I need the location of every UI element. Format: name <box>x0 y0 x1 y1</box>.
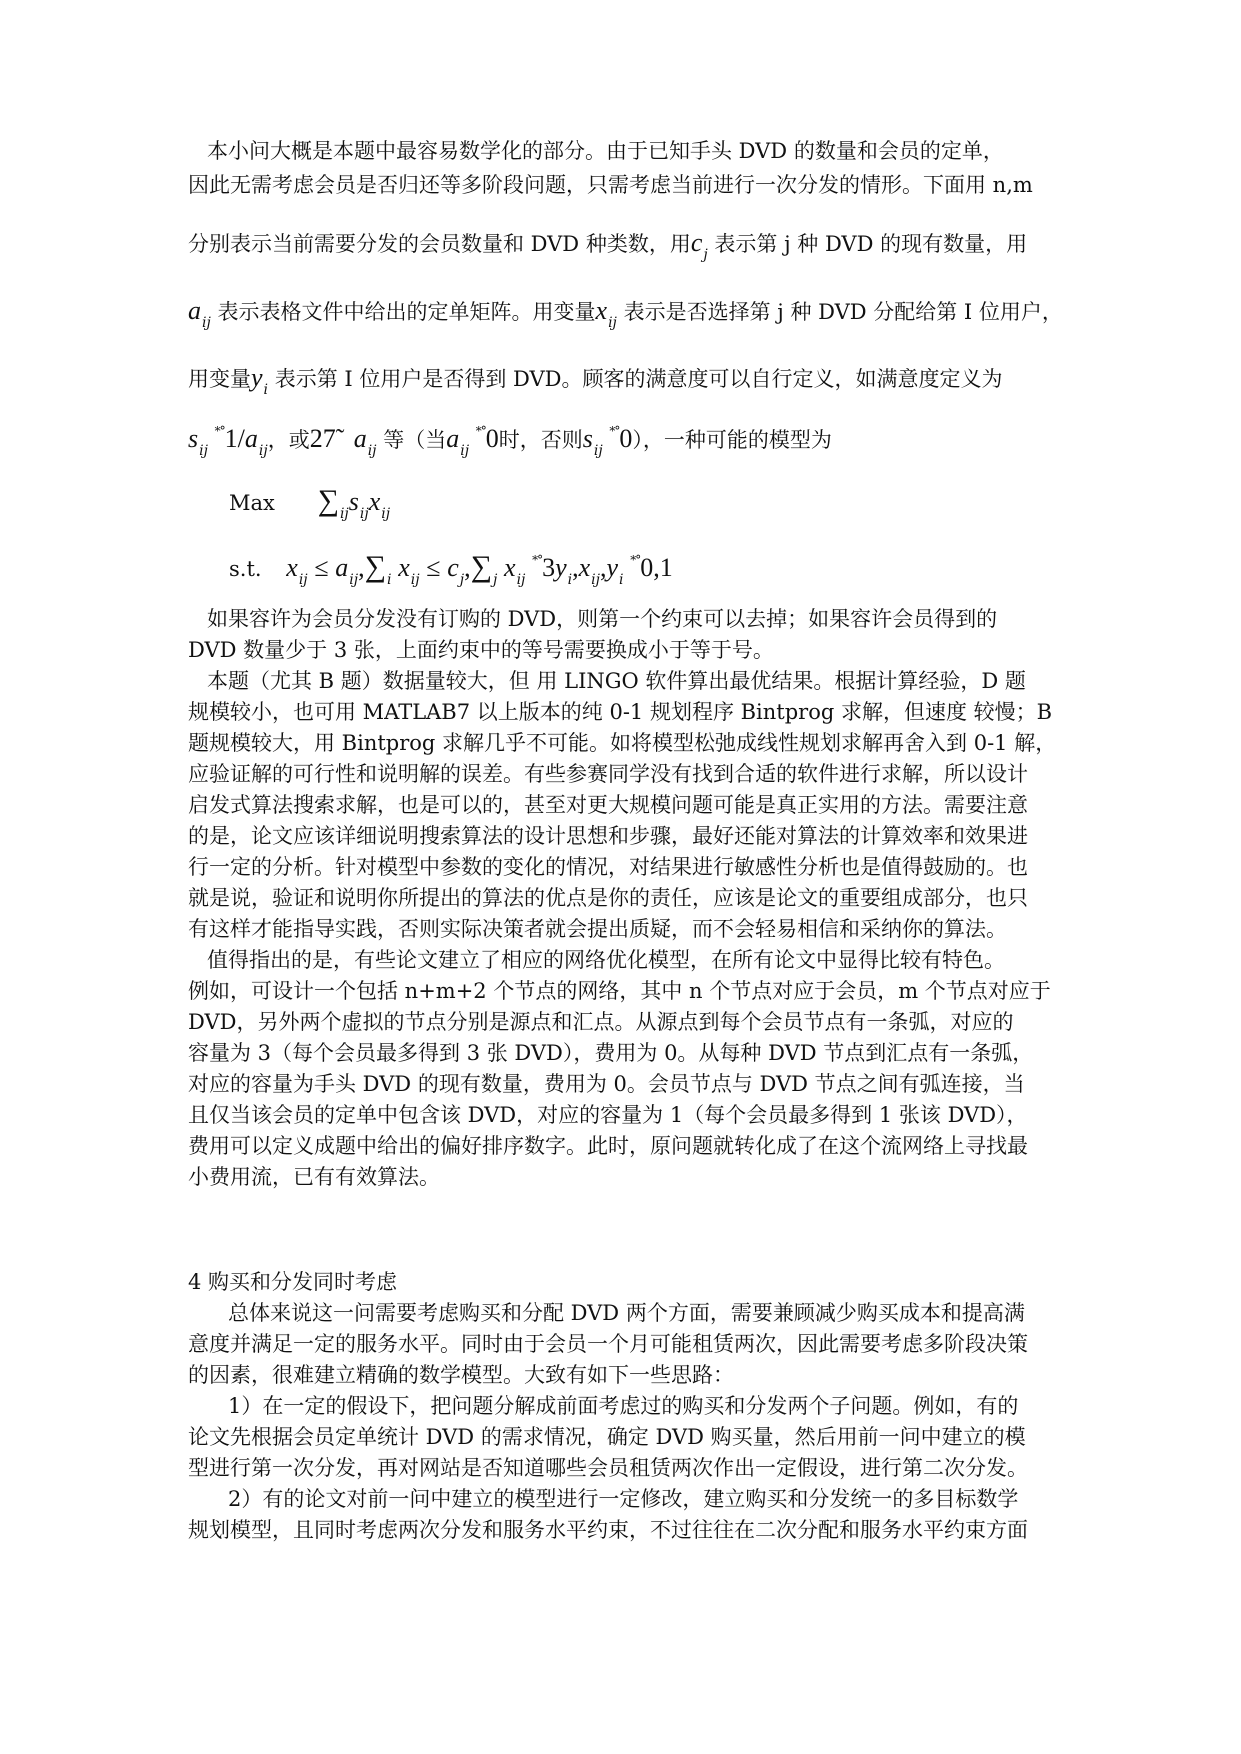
paragraph-line: 的是，论文应该详细说明搜索算法的设计思想和步骤，最好还能对算法的计算效率和效果进 <box>188 824 1028 848</box>
paragraph-line: 的因素，很难建立精确的数学模型。大致有如下一些思路： <box>188 1363 734 1387</box>
paragraph-line: 论文先根据会员定单统计 DVD 的需求情况，确定 DVD 购买量，然后用前一问中建立的模 <box>188 1425 1026 1449</box>
paragraph-line: 启发式算法搜索求解，也是可以的，甚至对更大规模问题可能是真正实用的方法。需要注意 <box>188 793 1028 817</box>
math-var-c: c <box>690 228 703 257</box>
paragraph-line: 因此无需考虑会员是否归还等多阶段问题，只需考虑当前进行一次分发的情形。下面用 n,m <box>188 173 1033 197</box>
formula-objective: Max $\sum_{ij}s_{ij}x_{ij}$ <box>229 484 391 522</box>
paragraph-line: 对应的容量为手头 DVD 的现有数量，费用为 0。会员节点与 DVD 节点之间有弧连接，当 <box>188 1072 1025 1096</box>
paragraph-line: 费用可以定义成题中给出的偏好排序数字。此时，原问题就转化成了在这个流网络上寻找最 <box>188 1134 1028 1158</box>
paragraph-line: 例如，可设计一个包括 n+m+2 个节点的网络，其中 n 个节点对应于会员，m 个节点对应于 <box>188 979 1051 1003</box>
paragraph-line: 本题（尤其 B 题）数据量较大，但 用 LINGO 软件算出最优结果。根据计算经验，D 题 <box>207 669 1026 693</box>
paragraph-line-with-math: 用变量$y_i$ 表示第 I 位用户是否得到 DVD。顾客的满意度可以自行定义，如满意度定义为 <box>188 363 1003 398</box>
paragraph-line: 2）有的论文对前一问中建立的模型进行一定修改，建立购买和分发统一的多目标数学 <box>228 1487 1019 1511</box>
paragraph-line: 如果容许为会员分发没有订购的 DVD，则第一个约束可以去掉；如果容许会员得到的 <box>207 607 998 631</box>
section-heading: 4 购买和分发同时考虑 <box>188 1270 398 1294</box>
paragraph-line: 规模较小，也可用 MATLAB7 以上版本的纯 0-1 规划程序 Bintprog 求解，但速度 较慢；B <box>188 700 1053 724</box>
math-sub-j: j <box>703 247 708 263</box>
paragraph-line-with-math: $a_{ij}$ 表示表格文件中给出的定单矩阵。用变量$x_{ij}$ 表示是否选择第 j 种 DVD 分配给第 I 位用户， <box>188 296 1063 331</box>
paragraph-line: 总体来说这一问需要考虑购买和分配 DVD 两个方面，需要兼顾减少购买成本和提高满 <box>228 1301 1025 1325</box>
paragraph-line: 值得指出的是，有些论文建立了相应的网络优化模型，在所有论文中显得比较有特色。 <box>207 948 1005 972</box>
formula-satisfaction: $s_{ij}$ $^{*^\circ}1/a_{ij}$，或27̃ $a_{ij}$ 等（当$a_{ij}$ *°0时，否则$s_{ij}$ *°0），一种可能的模型为 <box>188 424 832 459</box>
paragraph-line-with-math: 分别表示当前需要分发的会员数量和 DVD 种类数，用$c_j$ 表示第 j 种 DVD 的现有数量，用 <box>188 228 1028 263</box>
paragraph-line: 题规模较大，用 Bintprog 求解几乎不可能。如将模型松弛成线性规划求解再舍入到 0-1 解， <box>188 731 1057 755</box>
paragraph-line: 有这样才能指导实践，否则实际决策者就会提出质疑，而不会轻易相信和采纳你的算法。 <box>188 917 1007 941</box>
paragraph-line: 规划模型，且同时考虑两次分发和服务水平约束，不过往往在二次分配和服务水平约束方面 <box>188 1518 1028 1542</box>
paragraph-line: 小费用流，已有有效算法。 <box>188 1165 440 1189</box>
paragraph-line: 应验证解的可行性和说明解的误差。有些参赛同学没有找到合适的软件进行求解，所以设计 <box>188 762 1028 786</box>
paragraph-line: 本小问大概是本题中最容易数学化的部分。由于已知手头 DVD 的数量和会员的定单， <box>207 139 1004 163</box>
paragraph-line: DVD，另外两个虚拟的节点分别是源点和汇点。从源点到每个会员节点有一条弧，对应的 <box>188 1010 1014 1034</box>
paragraph-line: 意度并满足一定的服务水平。同时由于会员一个月可能租赁两次，因此需要考虑多阶段决策 <box>188 1332 1028 1356</box>
paragraph-line: 行一定的分析。针对模型中参数的变化的情况，对结果进行敏感性分析也是值得鼓励的。也 <box>188 855 1028 879</box>
paragraph-line: DVD 数量少于 3 张，上面约束中的等号需要换成小于等于号。 <box>188 638 774 662</box>
paragraph-line: 容量为 3（每个会员最多得到 3 张 DVD），费用为 0。从每种 DVD 节点到汇点有一条弧， <box>188 1041 1034 1065</box>
paragraph-line: 型进行第一次分发，再对网站是否知道哪些会员租赁两次作出一定假设，进行第二次分发。 <box>188 1456 1028 1480</box>
formula-constraints: s.t. $x_{ij} \le a_{ij},\sum_i$ $x_{ij} \le c_j,\sum_j$ $x_{ij}$ $^{*^\circ}3y_i,x_{ij},y_i$ *°0,1 <box>229 550 673 588</box>
paragraph-line: 且仅当该会员的定单中包含该 DVD，对应的容量为 1（每个会员最多得到 1 张该 DVD）， <box>188 1103 1028 1127</box>
paragraph-line: 1）在一定的假设下，把问题分解成前面考虑过的购买和分发两个子问题。例如，有的 <box>228 1394 1019 1418</box>
paragraph-line: 就是说，验证和说明你所提出的算法的优点是你的责任，应该是论文的重要组成部分，也只 <box>188 886 1028 910</box>
